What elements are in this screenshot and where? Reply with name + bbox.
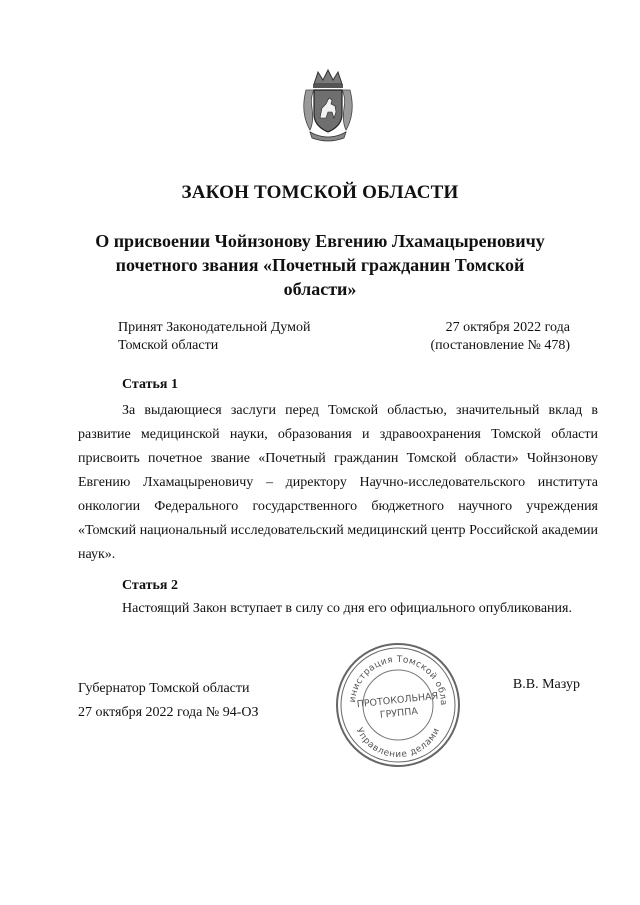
article-1-text: За выдающиеся заслуги перед Томской областью, значительный вклад в развитие медицинской науки, образования и здравоохранения Томской области присвоить почетное звание «Почетный гражданин Томской области» Чойнзонову Евгению Лхамацыреновичу – директору Научно-исследовательского института онкологии Федерального государственного бюджетного научного учреждения «Томский национальный исследовательский медицинский центр Российской академии наук». xyxy=(78,403,598,562)
stamp-center-line-2: ГРУППА xyxy=(379,705,419,721)
law-subtitle xyxy=(70,229,570,301)
coat-of-arms-icon xyxy=(300,68,356,142)
article-1-heading: Статья 1 xyxy=(122,377,178,392)
adoption-date-block xyxy=(430,319,570,355)
signer-name: В.В. Мазур xyxy=(512,677,580,692)
stamp-center-line-1: ПРОТОКОЛЬНАЯ xyxy=(356,690,439,711)
signature-block xyxy=(78,677,259,725)
law-date-number: 27 октября 2022 года № 94-ОЗ xyxy=(78,705,259,720)
adopted-by-line-2: Томской области xyxy=(118,338,219,353)
adoption-date: 27 октября 2022 года xyxy=(445,320,570,335)
resolution-number: (постановление № 478) xyxy=(430,338,570,353)
official-stamp xyxy=(333,640,463,770)
subtitle-line-2: почетного звания «Почетный гражданин Томской xyxy=(115,255,525,275)
adopted-by-line-1: Принят Законодательной Думой xyxy=(118,320,311,335)
law-title: ЗАКОН ТОМСКОЙ ОБЛАСТИ xyxy=(181,182,459,203)
article-2-text: Настоящий Закон вступает в силу со дня его официального опубликования. xyxy=(122,601,572,616)
subtitle-line-3: области» xyxy=(283,279,357,299)
svg-text:Управление делами xyxy=(354,726,443,760)
adopted-by xyxy=(118,319,310,355)
stamp-ring-top: инистрация Томской обла xyxy=(348,654,449,707)
stamp-ring-bottom: Управление делами xyxy=(353,726,443,761)
article-2-heading: Статья 2 xyxy=(122,578,178,593)
governor-position: Губернатор Томской области xyxy=(78,681,250,696)
subtitle-line-1: О присвоении Чойнзонову Евгению Лхамацыреновичу xyxy=(95,231,545,251)
